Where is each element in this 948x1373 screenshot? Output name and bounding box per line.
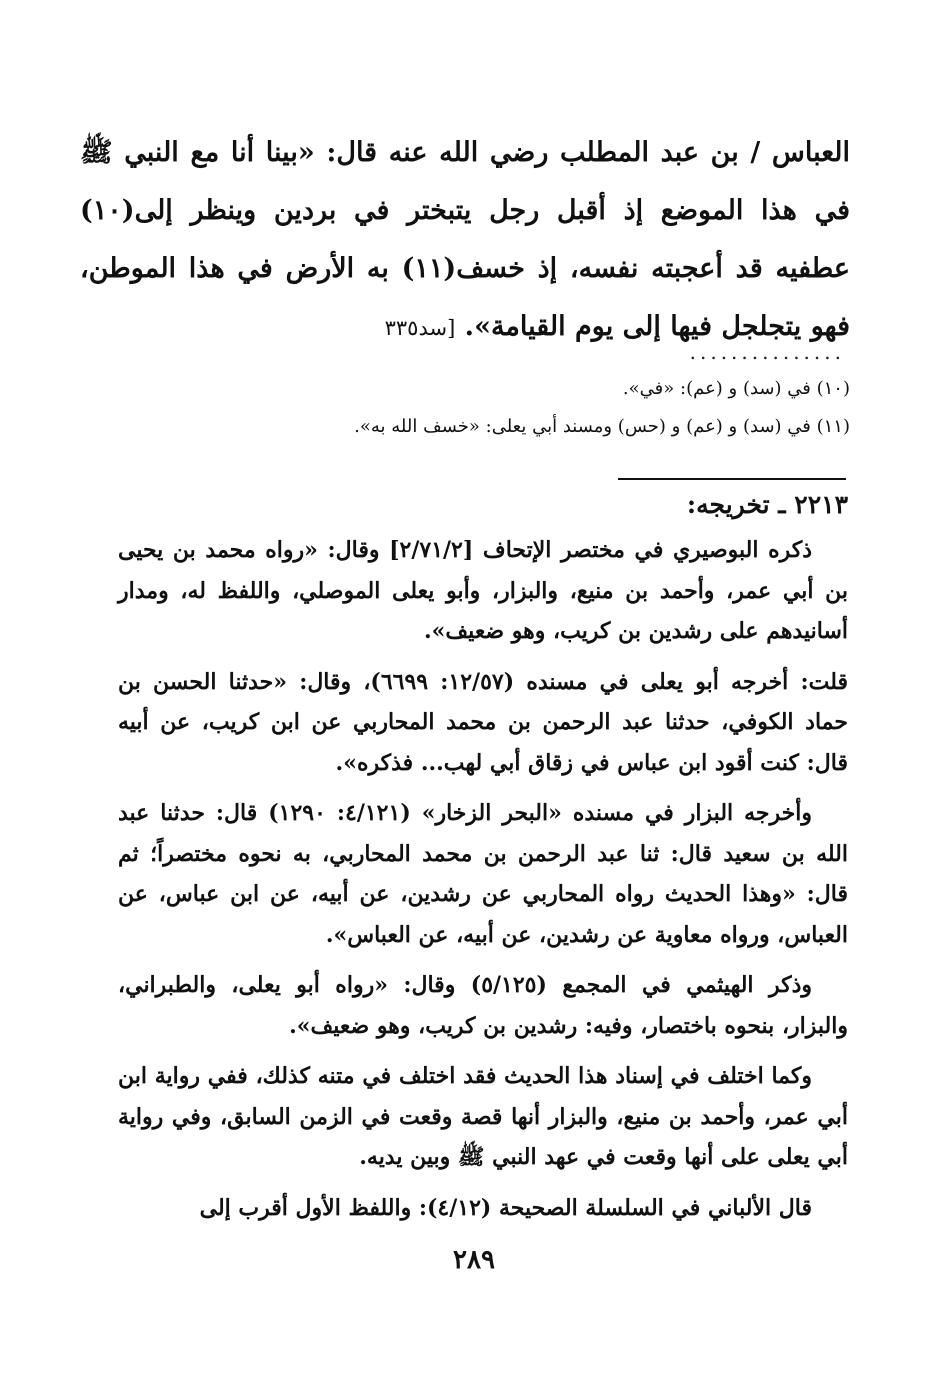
footnote-11: (١١) في (سد) و (عم) و (حس) ومسند أبي يعلى: «خسف الله به». — [354, 416, 850, 437]
takhrij-paragraph: وكما اختلف في إسناد هذا الحديث فقد اختلف في متنه كذلك، ففي رواية ابن أبي عمر، وأحمد بن منيع، والبزار أنها قصة وقعت في الزمن السابق، وفي رواية أبي يعلى على أنها وقعت في عهد النبي ﷺ وبين يديه. — [118, 1063, 848, 1170]
hadith-text — [80, 124, 850, 357]
takhrij-paragraph: قلت: أخرجه أبو يعلى في مسنده (١٢/٥٧: ٦٦٩٩)، وقال: «حدثنا الحسن بن حماد الكوفي، حدثنا عبد الرحمن بن محمد المحاربي عن ابن كريب، عن أبيه قال: كنت أقود ابن عباس في زقاق أبي لهب... فذكره». — [118, 668, 848, 776]
takhrij-paragraph: قال الألباني في السلسلة الصحيحة (٤/١٢): واللفظ الأول أقرب إلى — [199, 1194, 812, 1221]
takhrij-paragraph: ذكره البوصيري في مختصر الإتحاف [٢/٧١/٢] وقال: «رواه محمد بن يحيى بن أبي عمر، وأحمد بن منيع، والبزار، وأبو يعلى الموصلي، واللفظ له، ومدار أسانيدهم على رشدين بن كريب، وهو ضعيف». — [118, 537, 848, 644]
footnote-10: (١٠) في (سد) و (عم): «في». — [622, 378, 850, 399]
takhrij-body — [118, 530, 848, 1238]
takhrij-paragraph: وذكر الهيثمي في المجمع (٥/١٢٥) وقال: «رواه أبو يعلى، والطبراني، والبزار، بنحوه باختصار، وفيه: رشدين بن كريب، وهو ضعيف». — [118, 972, 848, 1039]
section-divider — [618, 478, 846, 480]
hadith-body: العباس / بن عبد المطلب رضي الله عنه قال: «بينا أنا مع النبي ﷺ في هذا الموضع إذ أقبل رجل يتبختر في بردين وينظر إلى(١٠) عطفيه قد أعجبته نفسه، إذ خسف(١١) به الأرض في هذا الموطن، فهو يتجلجل فيها إلى يوم القيامة». — [80, 137, 851, 342]
page-number: ٢٨٩ — [453, 1245, 495, 1275]
takhrij-heading: ٢٢١٣ ـ تخريجه: — [686, 490, 848, 519]
footnote-separator: ............... — [689, 340, 845, 364]
takhrij-paragraph: وأخرجه البزار في مسنده «البحر الزخار» (٤/١٢١: ١٢٩٠) قال: حدثنا عبد الله بن سعيد قال: ثنا عبد الرحمن بن محمد المحاربي، به نحوه مختصراً؛ ثم قال: «وهذا الحديث رواه المحاربي عن رشدين، عن أبيه، عن ابن عباس، عن العباس، ورواه معاوية عن رشدين، عن أبيه، عن العباس». — [118, 800, 848, 948]
manuscript-marker: [سد٣٣٥ — [384, 316, 456, 340]
